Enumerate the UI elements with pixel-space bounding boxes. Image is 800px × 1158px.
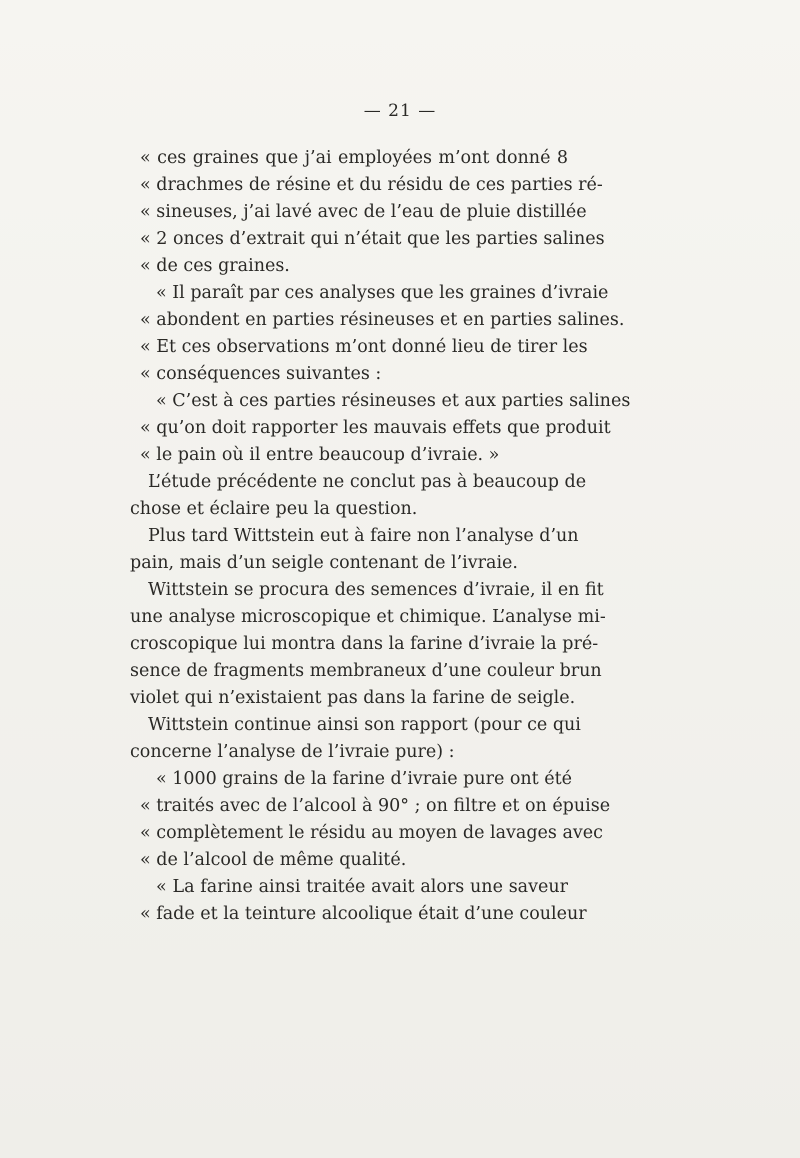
text-line: « de ces graines. (140, 256, 290, 276)
text-line: « La farine ainsi traitée avait alors une saveur (156, 877, 568, 897)
text-line: croscopique lui montra dans la farine d’ivraie la pré- (130, 634, 599, 654)
text-line: « sineuses, j’ai lavé avec de l’eau de pluie distillée (140, 202, 587, 222)
text-line: « 2 onces d’extrait qui n’était que les parties salines (140, 229, 605, 249)
text-line: « drachmes de résine et du résidu de ces parties ré- (140, 175, 603, 195)
text-line: L’étude précédente ne conclut pas à beaucoup de (148, 472, 587, 492)
text-line: Plus tard Wittstein eut à faire non l’analyse d’un (148, 526, 579, 546)
text-line: concerne l’analyse de l’ivraie pure) : (130, 742, 455, 762)
text-line: Wittstein se procura des semences d’ivraie, il en fit (148, 580, 604, 600)
text-line: « fade et la teinture alcoolique était d’une couleur (140, 904, 587, 924)
text-line: « qu’on doit rapporter les mauvais effets que produit (140, 418, 611, 438)
text-line: violet qui n’existaient pas dans la farine de seigle. (130, 688, 576, 708)
text-line: Wittstein continue ainsi son rapport (pour ce qui (148, 715, 581, 735)
text-line: « abondent en parties résineuses et en parties salines. (140, 310, 625, 330)
text-line: « 1000 grains de la farine d’ivraie pure ont été (156, 769, 573, 789)
text-line: « Il paraît par ces analyses que les graines d’ivraie (156, 283, 609, 303)
text-line: pain, mais d’un seigle contenant de l’ivraie. (130, 553, 518, 573)
page-number: — 21 — (363, 101, 437, 121)
text-line: « traités avec de l’alcool à 90° ; on filtre et on épuise (140, 796, 611, 816)
text-line: « conséquences suivantes : (140, 364, 382, 384)
text-line: « complètement le résidu au moyen de lavages avec (140, 823, 603, 843)
text-line: chose et éclaire peu la question. (130, 499, 418, 519)
text-line: une analyse microscopique et chimique. L’analyse mi- (130, 607, 606, 627)
text-line: sence de fragments membraneux d’une couleur brun (130, 661, 602, 681)
text-line: « de l’alcool de même qualité. (140, 850, 407, 870)
text-line: « C’est à ces parties résineuses et aux parties salines (156, 391, 631, 411)
text-line: « le pain où il entre beaucoup d’ivraie. » (140, 445, 500, 465)
text-line: « Et ces observations m’ont donné lieu de tirer les (140, 337, 588, 357)
body-text (130, 145, 631, 928)
text-line: « ces graines que j’ai employées m’ont donné 8 (140, 148, 568, 168)
